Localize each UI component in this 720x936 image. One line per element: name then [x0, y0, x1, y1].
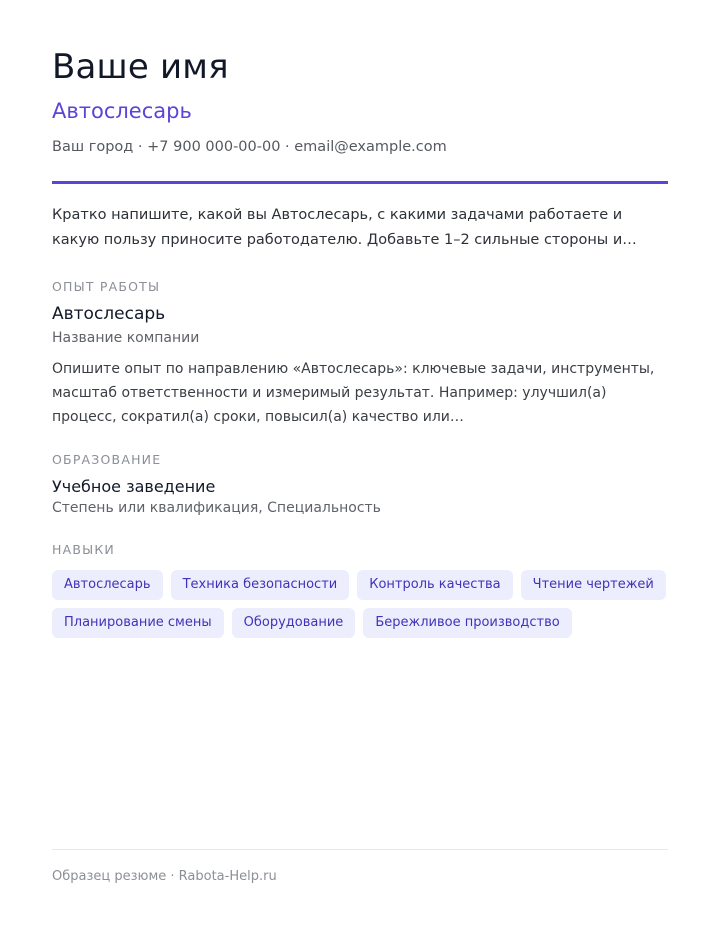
education-section-title: ОБРАЗОВАНИЕ	[52, 452, 162, 467]
skill-chip: Оборудование	[232, 608, 356, 638]
experience-section-title: ОПЫТ РАБОТЫ	[52, 279, 161, 294]
job-description: Опишите опыт по направлению «Автослесарь»: ключевые задачи, инструменты, масштаб ответственности и измеримый результат. Например: улучшил(а) процесс, сократил(а) сроки, повысил(а) качество или…	[52, 361, 655, 425]
candidate-role: Автослесарь	[52, 99, 192, 123]
summary-text: Кратко напишите, какой вы Автослесарь, с какими задачами работаете и какую пользу приносите работодателю. Добавьте 1–2 сильные стороны и…	[52, 207, 637, 248]
header-divider	[52, 181, 668, 184]
company-name: Название компании	[52, 330, 200, 346]
skill-chip: Чтение чертежей	[521, 570, 666, 600]
skills-section-title: НАВЫКИ	[52, 542, 115, 557]
candidate-name: Ваше имя	[52, 47, 229, 87]
skills-list	[52, 570, 672, 638]
skill-chip: Планирование смены	[52, 608, 224, 638]
footer-divider	[52, 849, 668, 850]
education-institution: Учебное заведение	[52, 477, 216, 496]
skill-chip: Автослесарь	[52, 570, 163, 600]
skill-chip: Контроль качества	[357, 570, 512, 600]
contact-line: Ваш город · +7 900 000-00-00 · email@example.com	[52, 139, 447, 155]
footer-text: Образец резюме · Rabota-Help.ru	[52, 869, 277, 884]
skill-chip: Техника безопасности	[171, 570, 350, 600]
education-degree: Степень или квалификация, Специальность	[52, 500, 381, 516]
job-title: Автослесарь	[52, 304, 166, 324]
skill-chip: Бережливое производство	[363, 608, 571, 638]
